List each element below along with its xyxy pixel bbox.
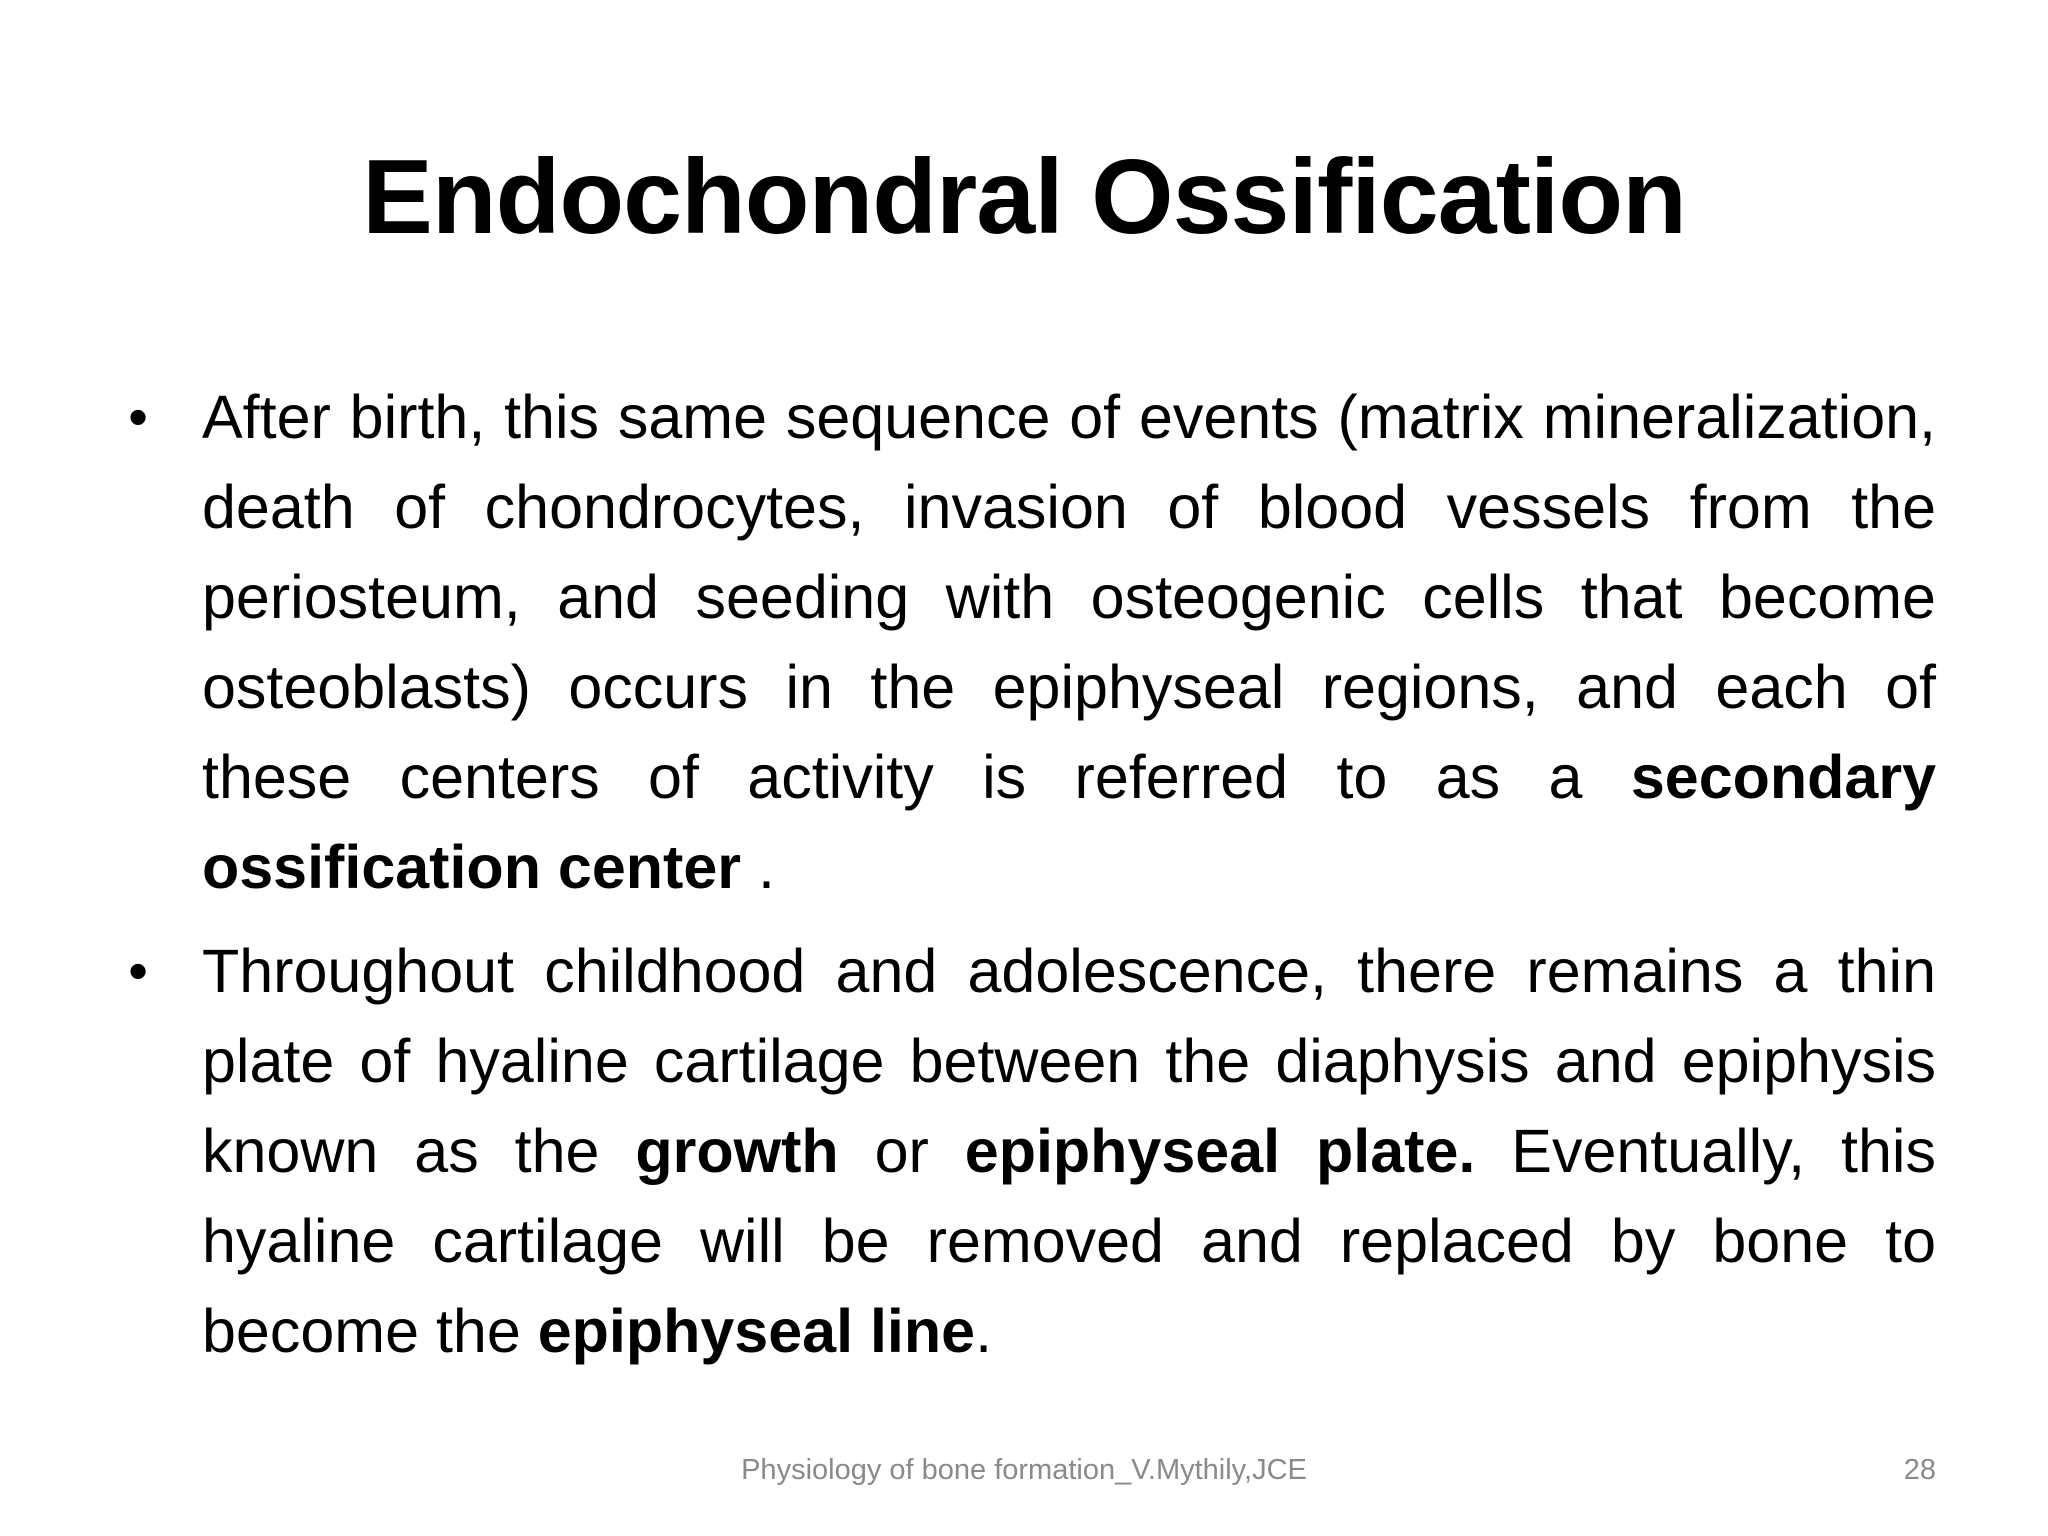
- bullet-item-1: [118, 372, 1936, 912]
- bullet-dot-icon: •: [128, 939, 148, 1002]
- bullet-text-segment: .: [741, 833, 775, 901]
- bullet-text-bold-segment: growth: [635, 1117, 839, 1185]
- bullet-text: [202, 937, 1936, 1365]
- bullet-text-segment: or: [838, 1117, 965, 1185]
- bullet-text-segment: Eventually, this hyaline cartilage will be removed and replaced by bone to become the: [202, 1117, 1936, 1365]
- bullet-text-bold-segment: epiphyseal line: [537, 1297, 976, 1365]
- bullet-text-segment: Throughout childhood and adolescence, there remains a thin plate of hyaline cartilage between the diaphysis and epiphysis known as the: [202, 937, 1936, 1185]
- page-number: 28: [1903, 1454, 1936, 1486]
- bullet-text: [202, 383, 1936, 901]
- slide-body: [118, 372, 1936, 1390]
- footer-text: Physiology of bone formation_V.Mythily,JCE: [741, 1454, 1307, 1486]
- bullet-dot-icon: •: [128, 385, 148, 448]
- bullet-text-segment: After birth, this same sequence of events (matrix mineralization, death of chondrocytes, invasion of blood vessels from the periosteum, and seeding with osteogenic cells that become osteoblasts) occurs in the epiphyseal regions, and each of these centers of activity is referred to as a: [202, 383, 1936, 811]
- bullet-text-bold-segment: epiphyseal plate.: [964, 1117, 1476, 1185]
- bullet-text-bold-segment: secondary ossification center: [202, 743, 1936, 901]
- slide-title: Endochondral Ossification: [362, 138, 1686, 256]
- bullet-text-segment: .: [975, 1297, 993, 1365]
- bullet-item-2: [118, 926, 1936, 1376]
